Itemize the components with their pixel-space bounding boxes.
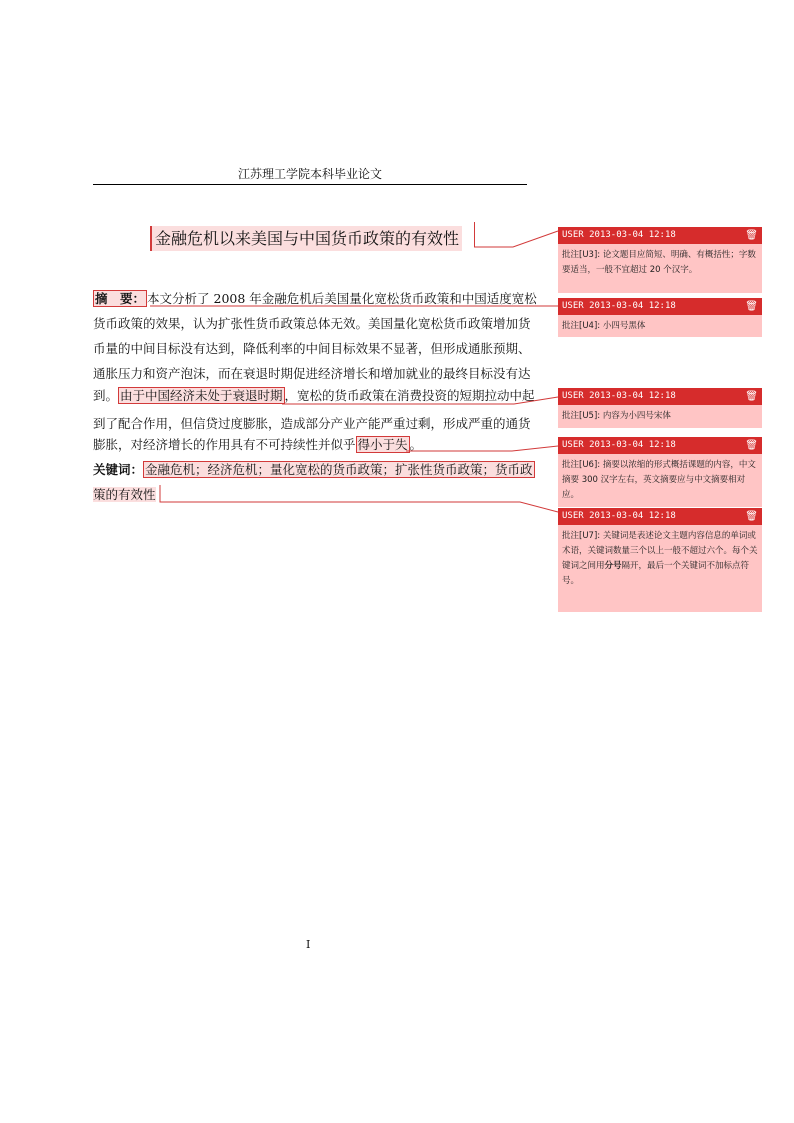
highlight-recession[interactable]: 由于中国经济未处于衰退时期: [120, 388, 283, 403]
comment-header: USER 2013-03-04 12:18 🗑: [558, 388, 762, 405]
abstract-line-7: 膨胀，对经济增长的作用具有不可持续性并似乎 得小于失 。: [93, 437, 423, 452]
keywords-label: 关键词：: [93, 462, 144, 477]
trash-icon[interactable]: 🗑: [745, 301, 758, 312]
comment-u6[interactable]: [558, 437, 762, 507]
highlight-loss[interactable]: 得小于失: [357, 437, 408, 452]
abstract-line-2: 货币政策的效果，认为扩张性货币政策总体无效。美国量化宽松货币政策增加货: [93, 316, 531, 331]
comment-text: 批注[U3]: 论文题目应简短、明确、有概括性；字数要适当，一般不宜超过 20 个汉字。: [562, 250, 756, 275]
connector-u3: [474, 231, 558, 247]
comment-text: 批注[U5]: 内容为小四号宋体: [562, 411, 671, 421]
comment-text: 批注[U7]: 关键词是表述论文主题内容信息的单词或术语，关键词数量三个以上一般不超过六个。每个关键词之间用分号隔开，最后一个关键词不加标点符号。: [562, 531, 758, 586]
comment-u7[interactable]: [558, 508, 762, 612]
trash-icon[interactable]: 🗑: [745, 440, 758, 451]
comment-anchor-mark: [474, 222, 475, 247]
abstract-line-4: 通胀压力和资产泡沫，而在衰退时期促进经济增长和增加就业的最终目标没有达: [93, 366, 531, 381]
abstract-line-5: 到。 由于中国经济未处于衰退时期 ，宽松的货币政策在消费投资的短期拉动中起: [93, 388, 535, 403]
page-number: I: [306, 938, 311, 951]
abstract-label[interactable]: 摘 要：: [95, 291, 146, 306]
comment-header: USER 2013-03-04 12:18 🗑: [558, 227, 762, 244]
comment-u5[interactable]: [558, 388, 762, 428]
trash-icon[interactable]: 🗑: [745, 391, 758, 402]
abstract-line-6: 到了配合作用，但信贷过度膨胀，造成部分产业产能严重过剩，形成严重的通货: [93, 416, 531, 431]
page-header: 江苏理工学院本科毕业论文: [93, 166, 527, 185]
comment-text: 批注[U6]: 摘要以浓缩的形式概括课题的内容，中文摘要 300 汉字左右，英文摘要应与中文摘要相对应。: [562, 460, 756, 500]
keywords-line-1: [93, 462, 533, 478]
keywords-line-2: 策的有效性: [93, 487, 156, 502]
abstract-line-1: 摘 要： 本文分析了 2008 年金融危机后美国量化宽松货币政策和中国适度宽松: [95, 291, 537, 306]
comment-text: 批注[U4]: 小四号黑体: [562, 321, 646, 331]
comment-header: USER 2013-03-04 12:18 🗑: [558, 437, 762, 454]
keywords-text[interactable]: 金融危机；经济危机；量化宽松的货币政策；扩张性货币政策；货币政: [145, 462, 533, 477]
trash-icon[interactable]: 🗑: [745, 230, 758, 241]
comment-u4[interactable]: [558, 298, 762, 337]
comment-u3[interactable]: [558, 227, 762, 293]
abstract-line-3: 币量的中间目标没有达到，降低利率的中间目标效果不显著，但形成通胀预期、: [93, 341, 531, 356]
connector-u6: [406, 446, 558, 451]
trash-icon[interactable]: 🗑: [745, 511, 758, 522]
paper-title[interactable]: 金融危机以来美国与中国货币政策的有效性: [150, 226, 462, 251]
comment-header: USER 2013-03-04 12:18 🗑: [558, 298, 762, 315]
comment-header: USER 2013-03-04 12:18 🗑: [558, 508, 762, 525]
connector-u7: [160, 485, 558, 512]
